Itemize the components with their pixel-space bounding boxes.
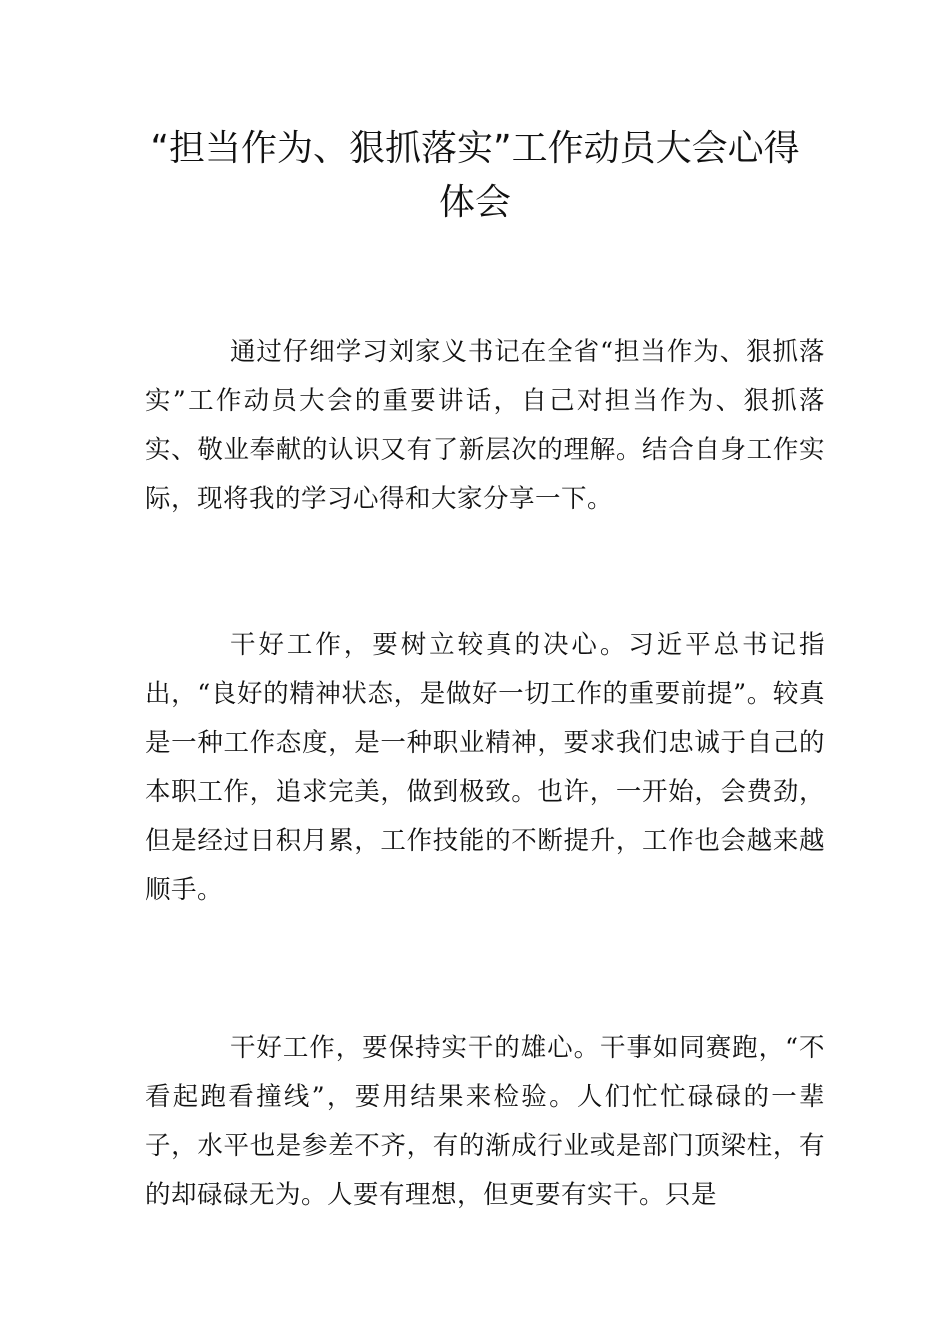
paragraph-practical-work: 干好工作，要保持实干的雄心。干事如同赛跑，“不看起跑看撞线”，要用结果来检验。人们忙忙碌碌的一辈子，水平也是参差不齐，有的渐成行业或是部门顶梁柱，有的却碌碌无为。人要有理想，但更要有实干。只是 xyxy=(145,1033,825,1210)
document-title: “担当作为、狠抓落实”工作动员大会心得体会 xyxy=(150,128,800,223)
paragraph-diligence: 干好工作，要树立较真的决心。习近平总书记指出，“良好的精神状态，是做好一切工作的重要前提”。较真是一种工作态度，是一种职业精神，要求我们忠诚于自己的本职工作，追求完美，做到极致。也许，一开始，会费劲，但是经过日积月累，工作技能的不断提升，工作也会越来越顺手。 xyxy=(145,630,825,905)
paragraph-intro: 通过仔细学习刘家义书记在全省“担当作为、狠抓落实”工作动员大会的重要讲话，自己对担当作为、狠抓落实、敬业奉献的认识又有了新层次的理解。结合自身工作实际，现将我的学习心得和大家分享一下。 xyxy=(145,337,825,514)
